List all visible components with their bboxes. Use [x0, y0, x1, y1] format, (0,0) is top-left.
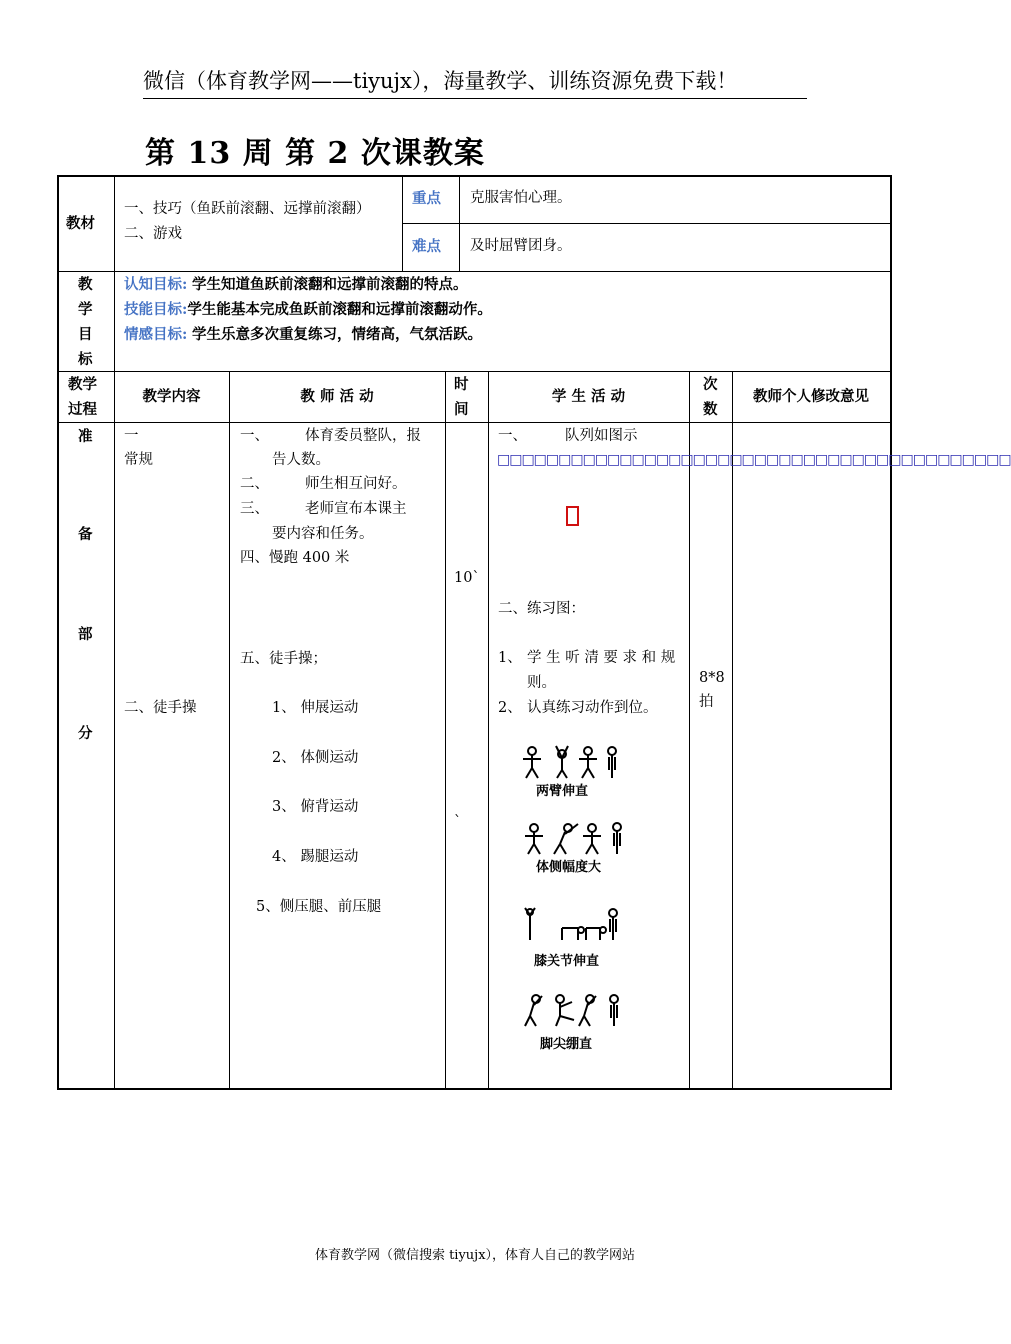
prep-section-char: 准 — [78, 428, 93, 445]
header-time-l2: 间 — [454, 401, 469, 418]
material-label: 教材 — [66, 215, 95, 232]
cognitive-objective-text: 学生知道鱼跃前滚翻和远撑前滚翻的特点。 — [191, 276, 468, 293]
header-student: 学 生 活 动 — [551, 388, 626, 405]
exercise-2: 2、 体侧运动 — [272, 750, 359, 766]
objectives-label-char: 教 — [78, 276, 93, 293]
time-value: 10` — [454, 570, 480, 586]
emotion-objective-text: 学生乐意多次重复练习，情绪高，气氛活跃。 — [191, 326, 482, 343]
student-s1-num: 一、 — [498, 428, 527, 444]
teacher-t4: 四、慢跑 400 米 — [240, 550, 350, 566]
header-time-l1: 时 — [454, 376, 469, 393]
teacher-t1-text: 体育委员整队，报 — [305, 428, 421, 444]
teacher-t2-text: 师生相互问好。 — [305, 476, 407, 492]
student-s3-text: 学 生 听 清 要 求 和 规 — [527, 650, 676, 666]
stick-figures-toes-pointed — [520, 992, 630, 1030]
header-process-l2: 过程 — [68, 401, 97, 418]
material-line-2: 二、游戏 — [124, 226, 182, 242]
figure-caption-4: 脚尖绷直 — [540, 1037, 593, 1052]
prep-content-1b: 常规 — [124, 452, 153, 468]
figure-caption-1: 两臂伸直 — [536, 784, 589, 799]
student-s3-cont: 则。 — [527, 675, 556, 691]
teacher-t1-cont: 告人数。 — [272, 452, 330, 468]
header-process-l1: 教学 — [68, 376, 97, 393]
count-unit: 拍 — [699, 694, 714, 710]
prep-section-char: 分 — [78, 725, 93, 742]
material-line-1: 一、技巧（鱼跃前滚翻、远撑前滚翻） — [124, 201, 371, 217]
page-title: 第 13 周 第 2 次课教案 — [145, 136, 485, 171]
key-point-text: 克服害怕心理。 — [470, 190, 572, 206]
formation-diagram-placeholder — [497, 448, 1011, 472]
time-mark: ` — [454, 814, 462, 830]
emotion-objective-label: 情感目标: — [124, 326, 188, 343]
exercise-3: 3、 俯背运动 — [272, 799, 359, 815]
teacher-t5: 五、徒手操； — [240, 651, 327, 667]
stick-figures-arms-straight — [520, 744, 630, 782]
header-teacher: 教 师 活 动 — [300, 388, 374, 405]
skill-objective — [124, 297, 492, 323]
difficulty-text: 及时屈臂团身。 — [470, 238, 572, 254]
cognitive-objective — [124, 272, 467, 298]
figure-caption-3: 膝关节伸直 — [534, 954, 600, 969]
prep-content-1a: 一 — [124, 428, 139, 444]
teacher-t1-num: 一、 — [240, 428, 269, 444]
student-s4-text: 认真练习动作到位。 — [527, 700, 658, 716]
teacher-position-marker — [566, 506, 579, 526]
student-s3-num: 1、 — [498, 650, 522, 666]
header-count-l2: 数 — [703, 401, 718, 418]
header-banner: 微信（体育教学网——tiyujx），海量教学、训练资源免费下载！ — [143, 66, 807, 99]
prep-section-char: 备 — [78, 526, 93, 543]
student-s2: 二、练习图： — [498, 601, 585, 617]
emotion-objective — [124, 322, 482, 348]
teacher-t3-text: 老师宣布本课主 — [305, 501, 407, 517]
objectives-label-char: 学 — [78, 301, 93, 318]
prep-section-char: 部 — [78, 626, 93, 643]
exercise-5: 5、侧压腿、前压腿 — [256, 899, 382, 915]
teacher-t2-num: 二、 — [240, 476, 269, 492]
skill-objective-label: 技能目标: — [124, 301, 188, 318]
placeholder-glyphs-row: □□□□□□□□□□□□□□□□□□□□□□□□□□□□□□□□□□□□□□□□□□ — [497, 452, 1011, 468]
header-count-l1: 次 — [703, 376, 718, 393]
teacher-t3-cont: 要内容和任务。 — [272, 526, 374, 542]
student-s1-text: 队列如图示 — [565, 428, 638, 444]
exercise-4: 4、 踢腿运动 — [272, 849, 359, 865]
skill-objective-text: 学生能基本完成鱼跃前滚翻和远撑前滚翻动作。 — [187, 301, 492, 318]
student-s4-num: 2、 — [498, 700, 522, 716]
stick-figures-knee-straight — [520, 906, 630, 944]
objectives-label-char: 目 — [78, 326, 93, 343]
prep-content-2: 二、徒手操 — [124, 700, 197, 716]
header-content: 教学内容 — [142, 388, 201, 405]
key-point-label: 重点 — [412, 190, 441, 207]
objectives-label-char: 标 — [78, 351, 93, 368]
figure-caption-2: 体侧幅度大 — [536, 860, 602, 875]
header-notes: 教师个人修改意见 — [753, 388, 869, 405]
exercise-1: 1、 伸展运动 — [272, 700, 359, 716]
teacher-t3-num: 三、 — [240, 501, 269, 517]
count-value: 8*8 — [699, 670, 725, 686]
cognitive-objective-label: 认知目标: — [124, 276, 188, 293]
footer: 体育教学网（微信搜索 tiyujx），体育人自己的教学网站 — [314, 1248, 636, 1263]
difficulty-label: 难点 — [412, 238, 441, 255]
stick-figures-side-bend — [520, 820, 630, 858]
